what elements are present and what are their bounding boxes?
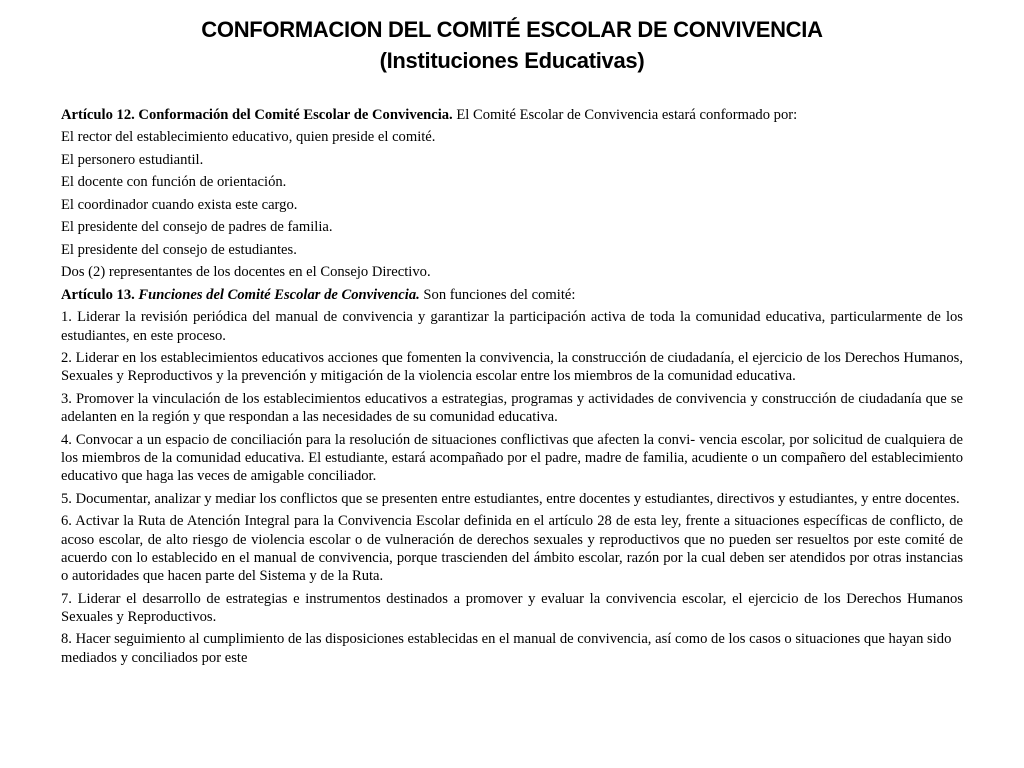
- article-13-paragraph: [61, 286, 963, 304]
- member-item: El coordinador cuando exista este cargo.: [61, 196, 298, 213]
- member-item: El presidente del consejo de padres de familia.: [61, 219, 333, 236]
- slide-title: [0, 14, 1024, 76]
- member-item: El presidente del consejo de estudiantes.: [61, 241, 297, 258]
- member-item: El rector del establecimiento educativo, quien preside el comité.: [61, 129, 436, 146]
- function-item: 1. Liderar la revisión periódica del manual de convivencia y garantizar la participación activa de toda la comunidad educativa, particularmente de los estudiantes, en este proceso.: [61, 309, 963, 344]
- article-12-paragraph: [61, 106, 963, 124]
- article-13-text: Son funciones del comité:: [419, 286, 576, 303]
- title-line-1: CONFORMACION DEL COMITÉ ESCOLAR DE CONVIVENCIA: [201, 17, 823, 42]
- function-item: 6. Activar la Ruta de Atención Integral para la Convivencia Escolar definida en el artículo 28 de esta ley, frente a situaciones específicas de conflicto, de acoso escolar, de alto riesgo de violencia escolar o de vulneración de derechos sexuales y reproductivos que no pueden ser resueltos por este comité de acuerdo con lo establecido en el manual de convivencia, porque trascienden del ámbito escolar, razón por la cual deben ser atendidos por otras instancias o autoridades que hacen parte del Sistema y de la Ruta.: [61, 513, 963, 585]
- article-13-heading-italic: Funciones del Comité Escolar de Convivencia.: [134, 286, 420, 303]
- function-item: 8. Hacer seguimiento al cumplimiento de las disposiciones establecidas en el manual de convivencia, así como de los casos o situaciones que hayan sido mediados y conciliados por este: [61, 631, 952, 666]
- article-12-heading: Artículo 12. Conformación del Comité Escolar de Convivencia.: [61, 107, 453, 123]
- function-item: 2. Liderar en los establecimientos educativos acciones que fomenten la convivencia, la construcción de ciudadanía, el ejercicio de los Derechos Humanos, Sexuales y Reproductivos y la prevención y mitigación de la violencia escolar entre los miembros de la comunidad educativa.: [61, 350, 963, 385]
- function-item: 3. Promover la vinculación de los establecimientos educativos a estrategias, programas y actividades de convivencia y construcción de ciudadanía que se adelanten en la región y que respondan a las necesidades de su comunidad educativa.: [61, 390, 963, 426]
- member-item: Dos (2) representantes de los docentes en el Consejo Directivo.: [61, 264, 431, 281]
- slide-body: [61, 106, 963, 671]
- member-item: El personero estudiantil.: [61, 151, 204, 168]
- function-item: 4. Convocar a un espacio de conciliación para la resolución de situaciones conflictivas que afecten la convi- vencia escolar, por solicitud de cualquiera de los miembros de la comunidad educativa. El estudiante, estará acompañado por el padre, madre de familia, acudiente o un compañero del establecimiento educativo que haga las veces de amigable conciliador.: [61, 431, 963, 485]
- member-item: El docente con función de orientación.: [61, 174, 287, 191]
- article-12-text: El Comité Escolar de Convivencia estará conformado por:: [452, 107, 798, 123]
- function-item: 5. Documentar, analizar y mediar los conflictos que se presenten entre estudiantes, entre docentes y estudiantes, directivos y estudiantes, y entre docentes.: [61, 490, 960, 507]
- title-line-2: (Instituciones Educativas): [379, 48, 645, 73]
- article-13-heading: Artículo 13.: [61, 286, 135, 303]
- function-item: 7. Liderar el desarrollo de estrategias e instrumentos destinados a promover y evaluar la convivencia escolar, el ejercicio de los Derechos Humanos Sexuales y Reproductivos.: [61, 590, 963, 625]
